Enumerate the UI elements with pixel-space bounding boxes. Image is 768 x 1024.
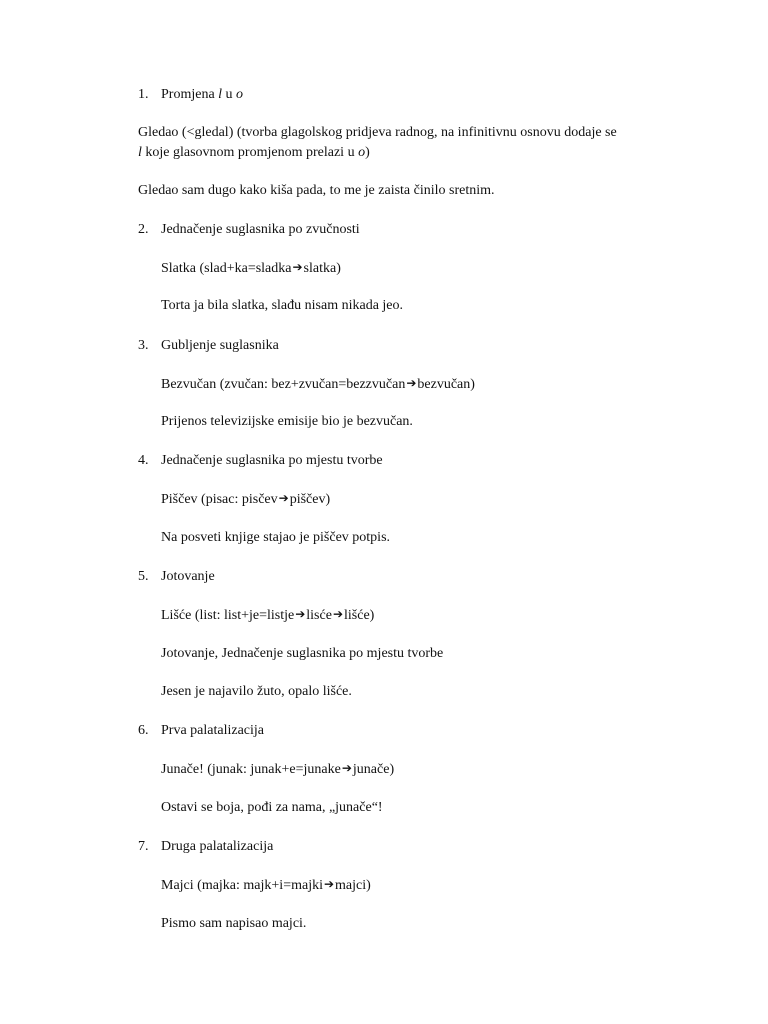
section-title: Promjena l u o: [161, 87, 244, 102]
section-title: Druga palatalizacija: [161, 839, 274, 854]
section-title: Jednačenje suglasnika po zvučnosti: [161, 222, 360, 237]
right-arrow-icon: ➔: [295, 607, 306, 621]
section-1-sentence: Gledao sam dugo kako kiša pada, to me je zaista činilo sretnim.: [138, 183, 495, 198]
section-6-example: Junače! (junak: junak+e=junake➔junače): [161, 761, 395, 777]
section-number: 4.: [138, 453, 149, 468]
section-number: 2.: [138, 222, 149, 237]
section-2-example: Slatka (slad+ka=sladka➔slatka): [161, 260, 341, 276]
section-5-note: Jotovanje, Jednačenje suglasnika po mjestu tvorbe: [161, 646, 444, 661]
section-1-explanation-line-1: Gledao (<gledal) (tvorba glagolskog pridjeva radnog, na infinitivnu osnovu dodaje se: [138, 125, 617, 140]
section-6-sentence: Ostavi se boja, pođi za nama, „junače“!: [161, 800, 383, 815]
right-arrow-icon: ➔: [292, 260, 303, 274]
section-5-sentence: Jesen je najavilo žuto, opalo lišće.: [161, 684, 352, 699]
section-4-sentence: Na posveti knjige stajao je piščev potpis.: [161, 530, 391, 545]
section-number: 1.: [138, 87, 149, 102]
section-title: Prva palatalizacija: [161, 723, 264, 738]
section-7-example: Majci (majka: majk+i=majki➔majci): [161, 877, 371, 893]
section-title: Jotovanje: [161, 569, 215, 584]
section-number: 6.: [138, 723, 149, 738]
section-1-explanation-line-2: l koje glasovnom promjenom prelazi u o): [138, 145, 370, 160]
section-number: 5.: [138, 569, 149, 584]
section-4-example: Piščev (pisac: pisčev➔piščev): [161, 491, 331, 507]
section-7-sentence: Pismo sam napisao majci.: [161, 916, 307, 931]
right-arrow-icon: ➔: [341, 761, 352, 775]
section-title: Gubljenje suglasnika: [161, 338, 279, 353]
section-5-example: Lišće (list: list+je=listje➔lisće➔lišće): [161, 607, 375, 623]
right-arrow-icon: ➔: [406, 376, 417, 390]
section-number: 7.: [138, 839, 149, 854]
section-2-sentence: Torta ja bila slatka, slađu nisam nikada jeo.: [161, 298, 404, 313]
right-arrow-icon: ➔: [332, 607, 343, 621]
right-arrow-icon: ➔: [323, 877, 335, 891]
section-number: 3.: [138, 338, 149, 353]
section-title: Jednačenje suglasnika po mjestu tvorbe: [161, 453, 383, 468]
section-3-example: Bezvučan (zvučan: bez+zvučan=bezzvučan➔bezvučan): [161, 376, 475, 392]
right-arrow-icon: ➔: [278, 491, 289, 505]
section-3-sentence: Prijenos televizijske emisije bio je bezvučan.: [161, 414, 413, 429]
